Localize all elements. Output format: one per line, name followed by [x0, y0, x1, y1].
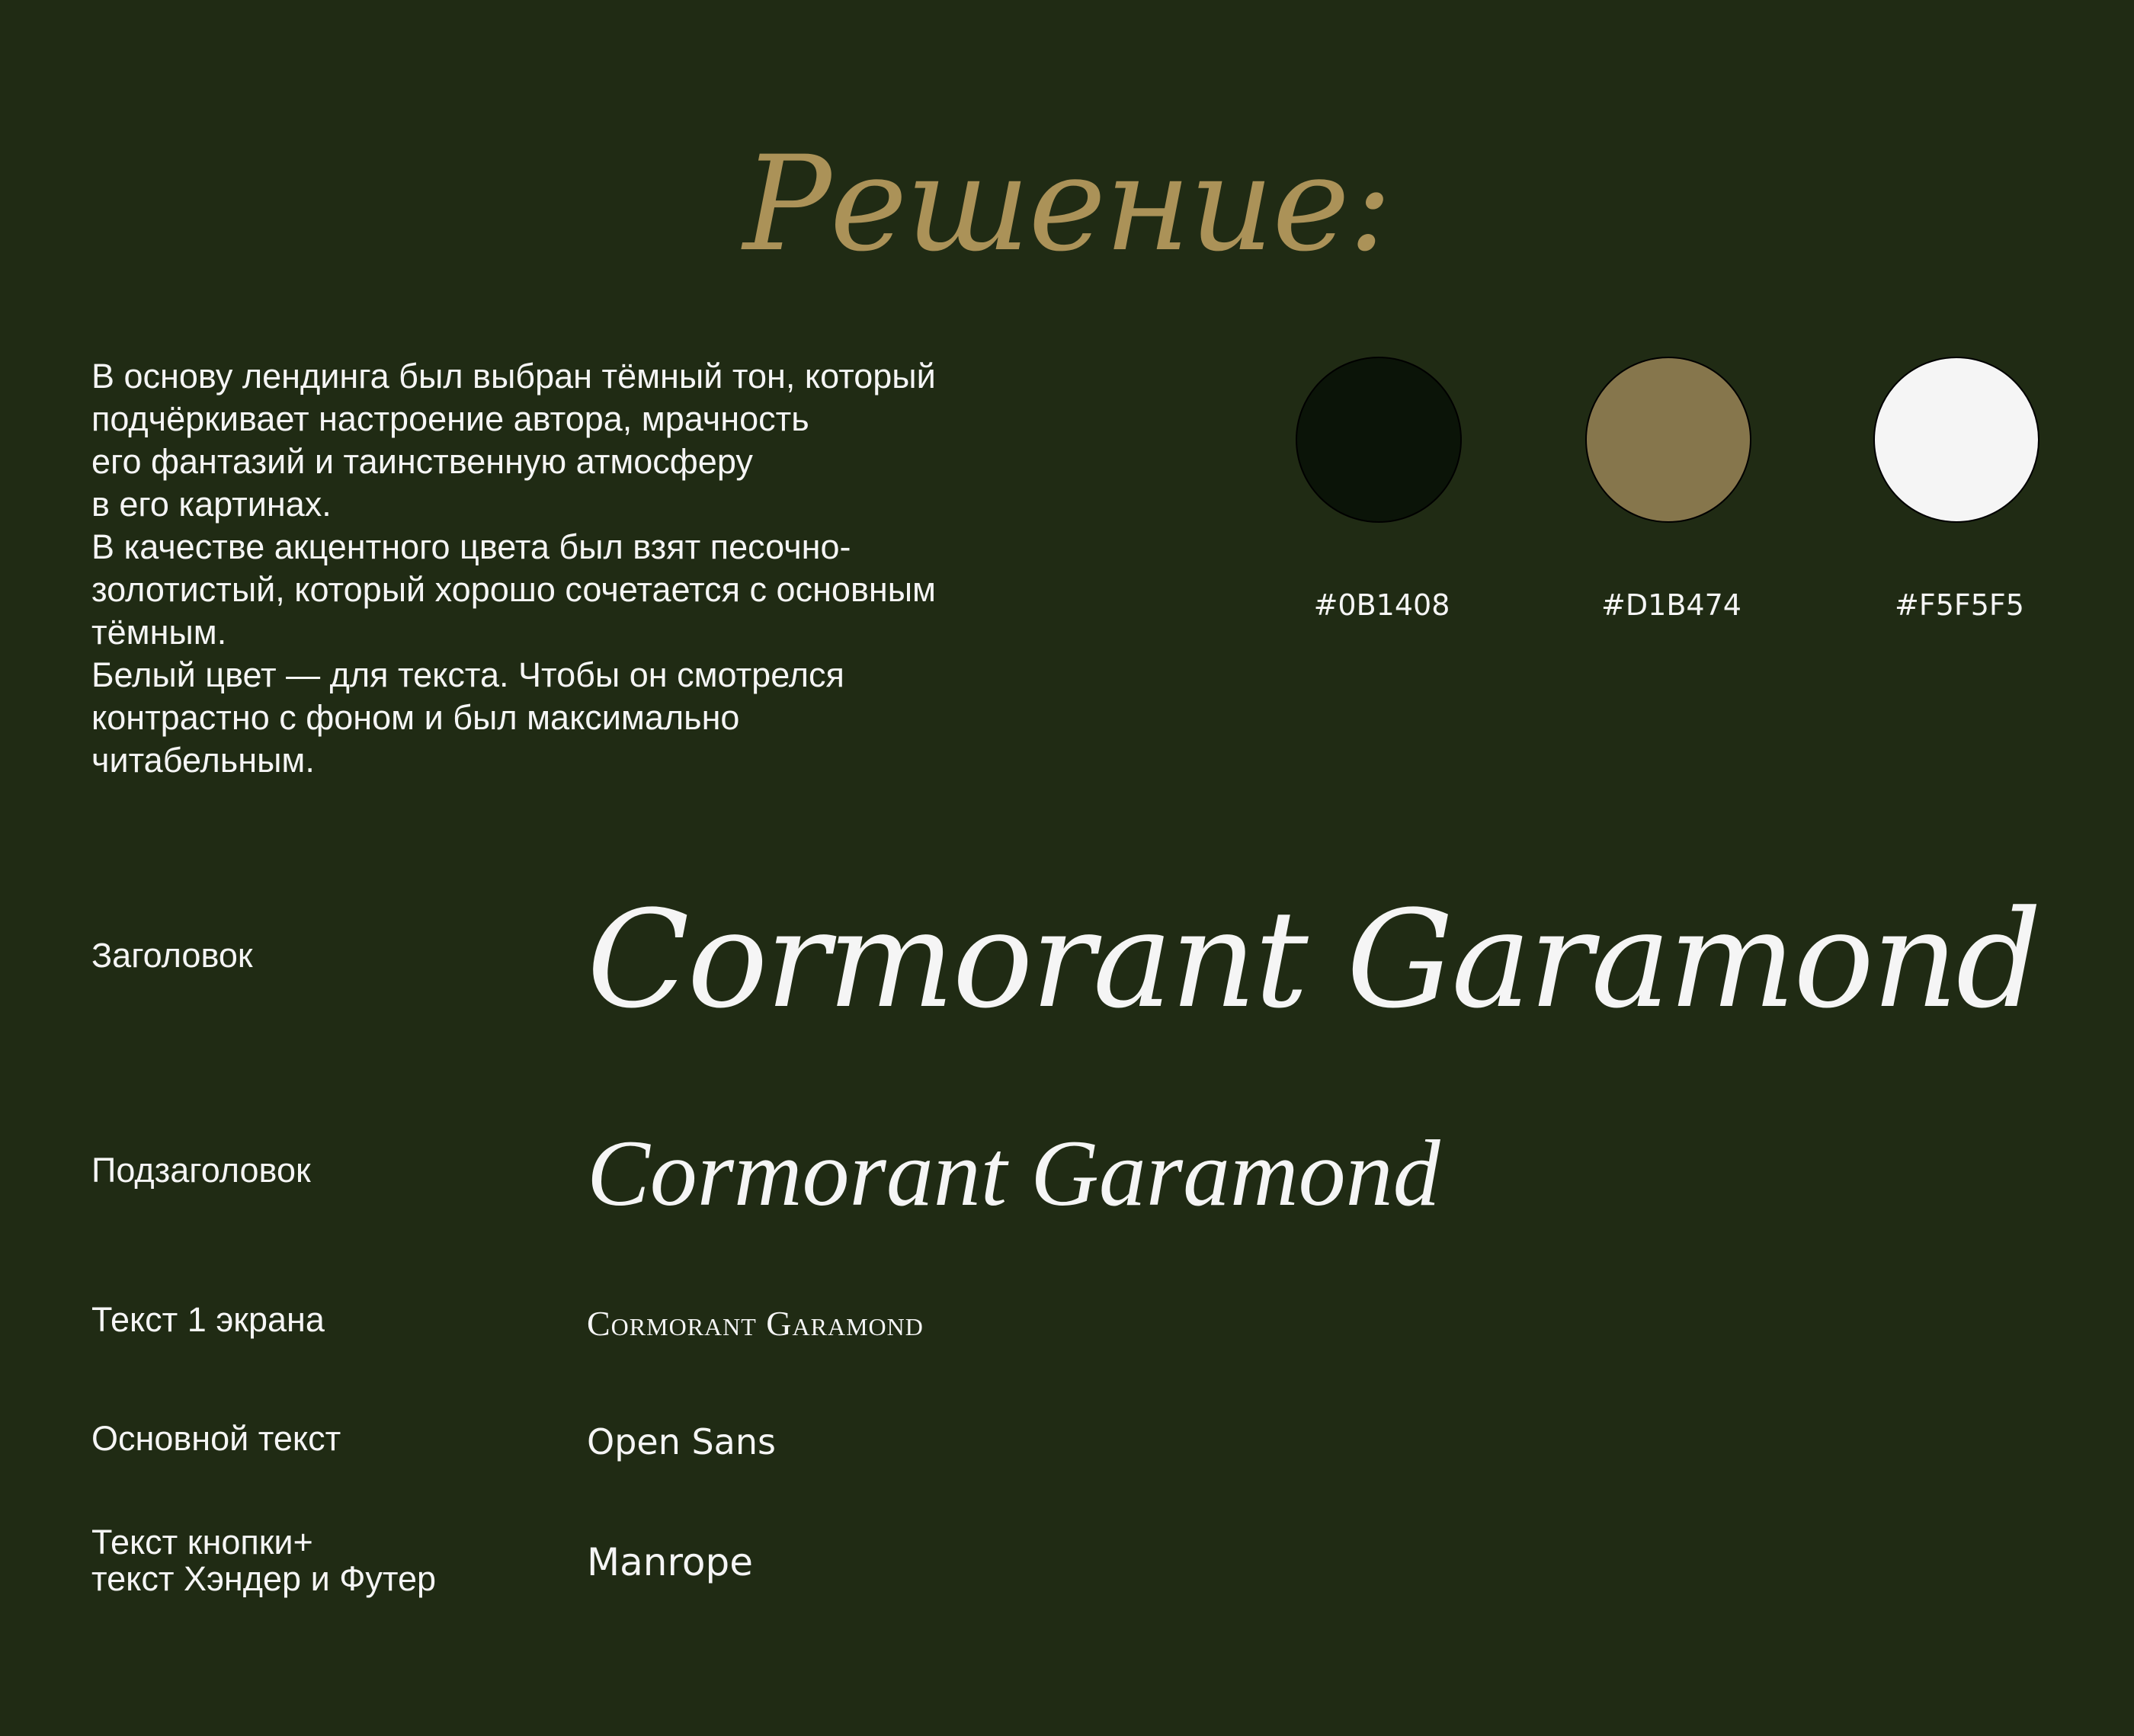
typography-label-button-header-footer: Текст кнопки+ текст Хэндер и Футер	[91, 1523, 437, 1598]
color-swatch-white	[1873, 357, 2039, 523]
color-swatch-gold	[1585, 357, 1751, 523]
font-sample-heading: Cormorant Garamond	[587, 882, 2040, 1038]
font-sample-body: Open Sans	[587, 1421, 776, 1462]
typography-label-heading: Заголовок	[91, 936, 253, 975]
color-hex-label: #0B1408	[1313, 588, 1450, 622]
intro-paragraph: Белый цвет — для текста. Чтобы он смотрелся контрастно с фоном и был максимально читабельным.	[91, 655, 844, 780]
color-swatch-dark	[1296, 357, 1462, 523]
page-title: Решение:	[742, 127, 1392, 280]
font-sample-button: Manrope	[587, 1540, 754, 1584]
color-hex-label: #D1B474	[1601, 588, 1741, 622]
typography-label-subheading: Подзаголовок	[91, 1151, 311, 1190]
intro-description	[91, 355, 1082, 782]
intro-paragraph: В основу лендинга был выбран тёмный тон, который подчёркивает настроение автора, мрачность его фантазий и таинственную атмосферу в его картинах.	[91, 357, 936, 524]
font-sample-subheading: Cormorant Garamond	[587, 1121, 1440, 1225]
font-sample-first-screen: Cormorant Garamond	[587, 1304, 924, 1343]
typography-label-body: Основной текст	[91, 1419, 341, 1458]
color-hex-label: #F5F5F5	[1895, 588, 2024, 622]
intro-paragraph: В качестве акцентного цвета был взят песочно- золотистый, который хорошо сочетается с основным тёмным.	[91, 527, 936, 652]
typography-label-first-screen: Текст 1 экрана	[91, 1300, 325, 1339]
